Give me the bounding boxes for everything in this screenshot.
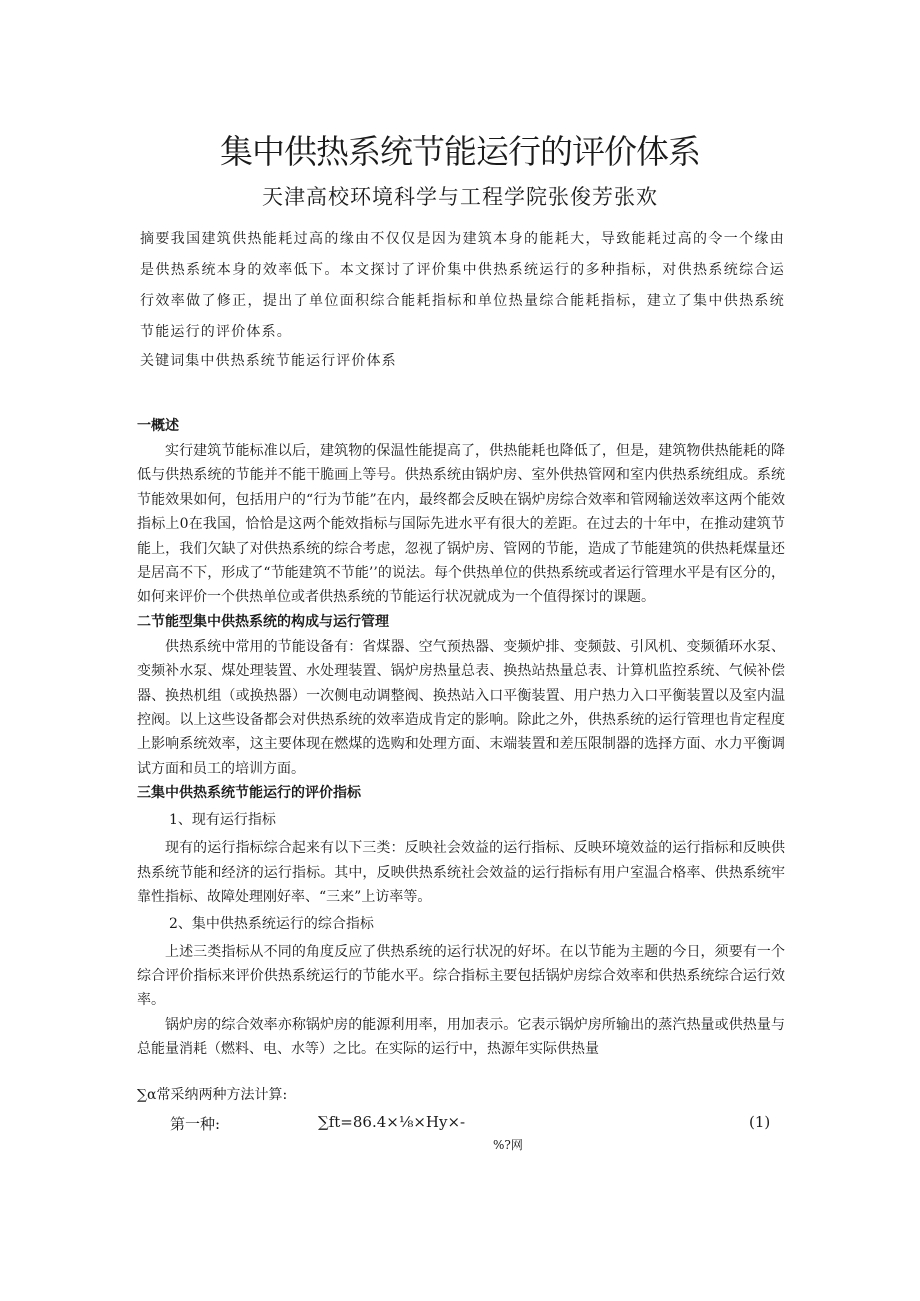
section-heading-overview: 一概述 [137,418,179,434]
paragraph: 实行建筑节能标准以后，建筑物的保温性能提高了，供热能耗也降低了，但是，建筑物供热能耗的降低与供热系统的节能并不能干脆画上等号。供热系统由锅炉房、室外供热管网和室内供热系统组成。系统节能效果如何，包括用户的“行为节能”在内，最终都会反映在锅炉房综合效率和管网输送效率这两个能效指标上0在我国，恰恰是这两个能效指标与国际先进水平有很大的差距。在过去的十年中，在推动建筑节能上，我们欠缺了对供热系统的综合考虑，忽视了锅炉房、管网的节能，造成了节能建筑的供热耗煤量还是居高不下，形成了“节能建筑不节能’’的说法。每个供热单位的供热系统或者运行管理水平是有区分的，如何来评价一个供热单位或者供热系统的节能运行状况就成为一个值得探讨的课题。 [137,443,785,606]
body-text [137,406,785,1062]
formula-row [0,1113,920,1141]
equation-number: (1) [749,1113,771,1131]
keywords-line: 关键词集中供热系统节能运行评价体系 [140,353,397,369]
subsection-heading: 2、集中供热系统运行的综合指标 [169,915,374,932]
page-title: 集中供热系统节能运行的评价体系 [220,132,700,171]
formula-subscript: %?网 [493,1138,523,1152]
abstract-paragraph: 摘要我国建筑供热能耗过高的缘由不仅仅是因为建筑本身的能耗大，导致能耗过高的令一个缘由是供热系统本身的效率低下。本文探讨了评价集中供热系统运行的多种指标，对供热系统综合运行效率做了修正，提出了单位面积综合能耗指标和单位热量综合能耗指标，建立了集中供热系统节能运行的评价体系。 [140,231,785,340]
subsection-heading: 1、现有运行指标 [169,812,276,829]
formula-intro: ∑α常采纳两种方法计算: [137,1087,288,1103]
paragraph: 上述三类指标从不同的角度反应了供热系统的运行状况的好坏。在以节能为主题的今日，须要有一个综合评价指标来评价供热系统运行的节能水平。综合指标主要包括锅炉房综合效率和供热系统综合运行效率。 [137,943,785,1009]
author-affiliation: 天津高校环境科学与工程学院张俊芳张欢 [262,185,658,209]
formula-expression: ∑ft=86.4×⅛×Hy×- [318,1113,466,1131]
section-heading-indicators: 三集中供热系统节能运行的评价指标 [137,785,361,802]
paragraph: 供热系统中常用的节能设备有：省煤器、空气预热器、变频炉排、变频鼓、引风机、变频循环水泵、变频补水泵、煤处理装置、水处理装置、锅炉房热量总表、换热站热量总表、计算机监控系统、气候补偿器、换热机组（或换热器）一次侧电动调整阀、换热站入口平衡装置、用户热力入口平衡装置以及室内温控阀。以上这些设备都会对供热系统的效率造成肯定的影响。除此之外，供热系统的运行管理也肯定程度上影响系统效率，这主要体现在燃煤的选购和处理方面、末端装置和差压限制器的选择方面、水力平衡调试方面和员工的培训方面。 [137,638,785,777]
section-heading-composition: 二节能型集中供热系统的构成与运行管理 [137,613,389,630]
paragraph: 现有的运行指标综合起来有以下三类：反映社会效益的运行指标、反映环境效益的运行指标和反映供热系统节能和经济的运行指标。其中，反映供热系统社会效益的运行指标有用户室温合格率、供热系统牢靠性指标、故障处理刚好率、“三来”上访率等。 [137,840,785,906]
paragraph: 锅炉房的综合效率亦称锅炉房的能源利用率，用加表示。它表示锅炉房所输出的蒸汽热量或供热量与总能量消耗（燃料、电、水等）之比。在实际的运行中，热源年实际供热量 [137,1016,785,1058]
formula-lead: 第一种: [170,1115,221,1133]
